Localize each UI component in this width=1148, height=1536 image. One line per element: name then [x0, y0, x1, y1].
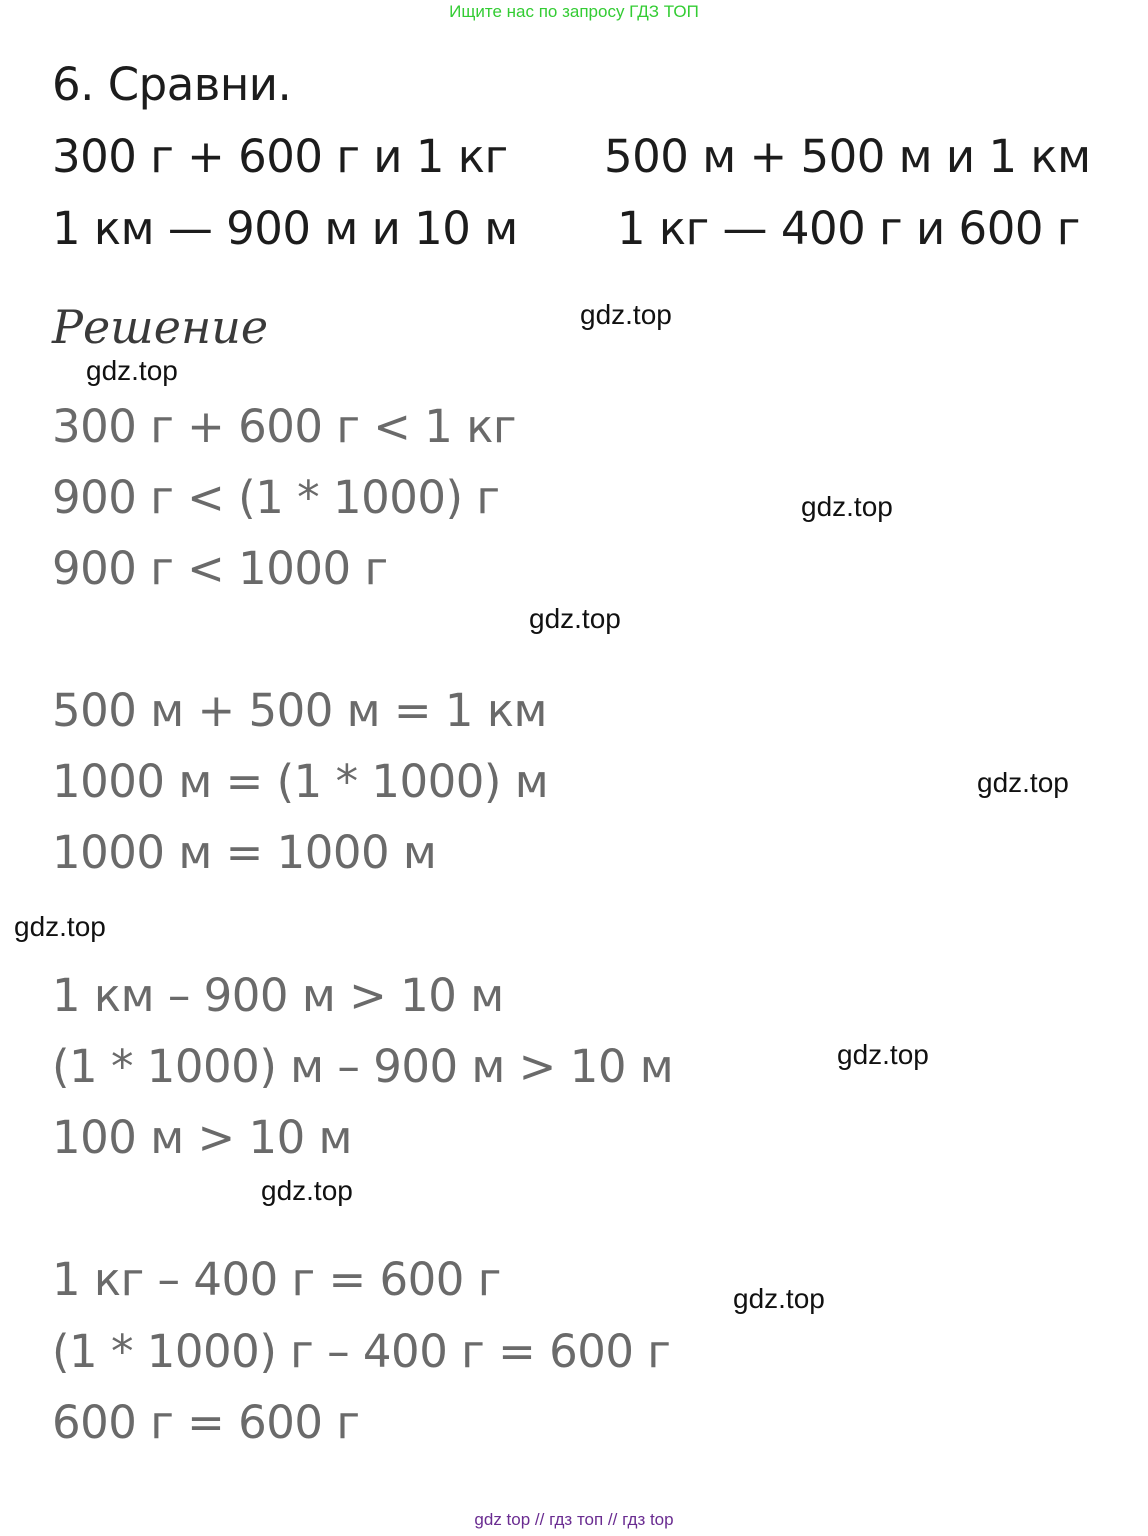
solution-title: Решение [52, 300, 269, 354]
task-item: 300 г + 600 г и 1 кг [52, 130, 508, 183]
solution-line: (1 * 1000) г – 400 г = 600 г [52, 1325, 671, 1378]
solution-line: (1 * 1000) м – 900 м > 10 м [52, 1040, 674, 1093]
solution-line: 500 м + 500 м = 1 км [52, 684, 547, 737]
watermark-text: gdz.top [529, 603, 621, 634]
watermark-text: gdz.top [86, 355, 178, 386]
solution-line: 1000 м = 1000 м [52, 826, 437, 879]
solution-line: 1 кг – 400 г = 600 г [52, 1253, 501, 1306]
watermark-text: gdz.top [837, 1039, 929, 1070]
solution-line: 600 г = 600 г [52, 1396, 360, 1449]
footer-text: gdz top // гдз топ // гдз top [474, 1510, 674, 1529]
solution-line: 900 г < 1000 г [52, 542, 388, 595]
task-item: 500 м + 500 м и 1 км [604, 130, 1091, 183]
solution-line: 100 м > 10 м [52, 1111, 352, 1164]
watermark-text: gdz.top [733, 1283, 825, 1314]
watermark-text: gdz.top [977, 767, 1069, 798]
task-title: 6. Сравни. [52, 58, 292, 111]
solution-line: 300 г + 600 г < 1 кг [52, 400, 517, 453]
solution-line: 900 г < (1 * 1000) г [52, 471, 500, 524]
top-banner: Ищите нас по запросу ГДЗ ТОП [449, 2, 699, 21]
solution-line: 1000 м = (1 * 1000) м [52, 755, 549, 808]
solution-line: 1 км – 900 м > 10 м [52, 969, 504, 1022]
watermark-text: gdz.top [580, 299, 672, 330]
task-item: 1 кг — 400 г и 600 г [617, 202, 1080, 255]
watermark-text: gdz.top [261, 1175, 353, 1206]
task-item: 1 км — 900 м и 10 м [52, 202, 518, 255]
watermark-text: gdz.top [801, 491, 893, 522]
watermark-text: gdz.top [14, 911, 106, 942]
